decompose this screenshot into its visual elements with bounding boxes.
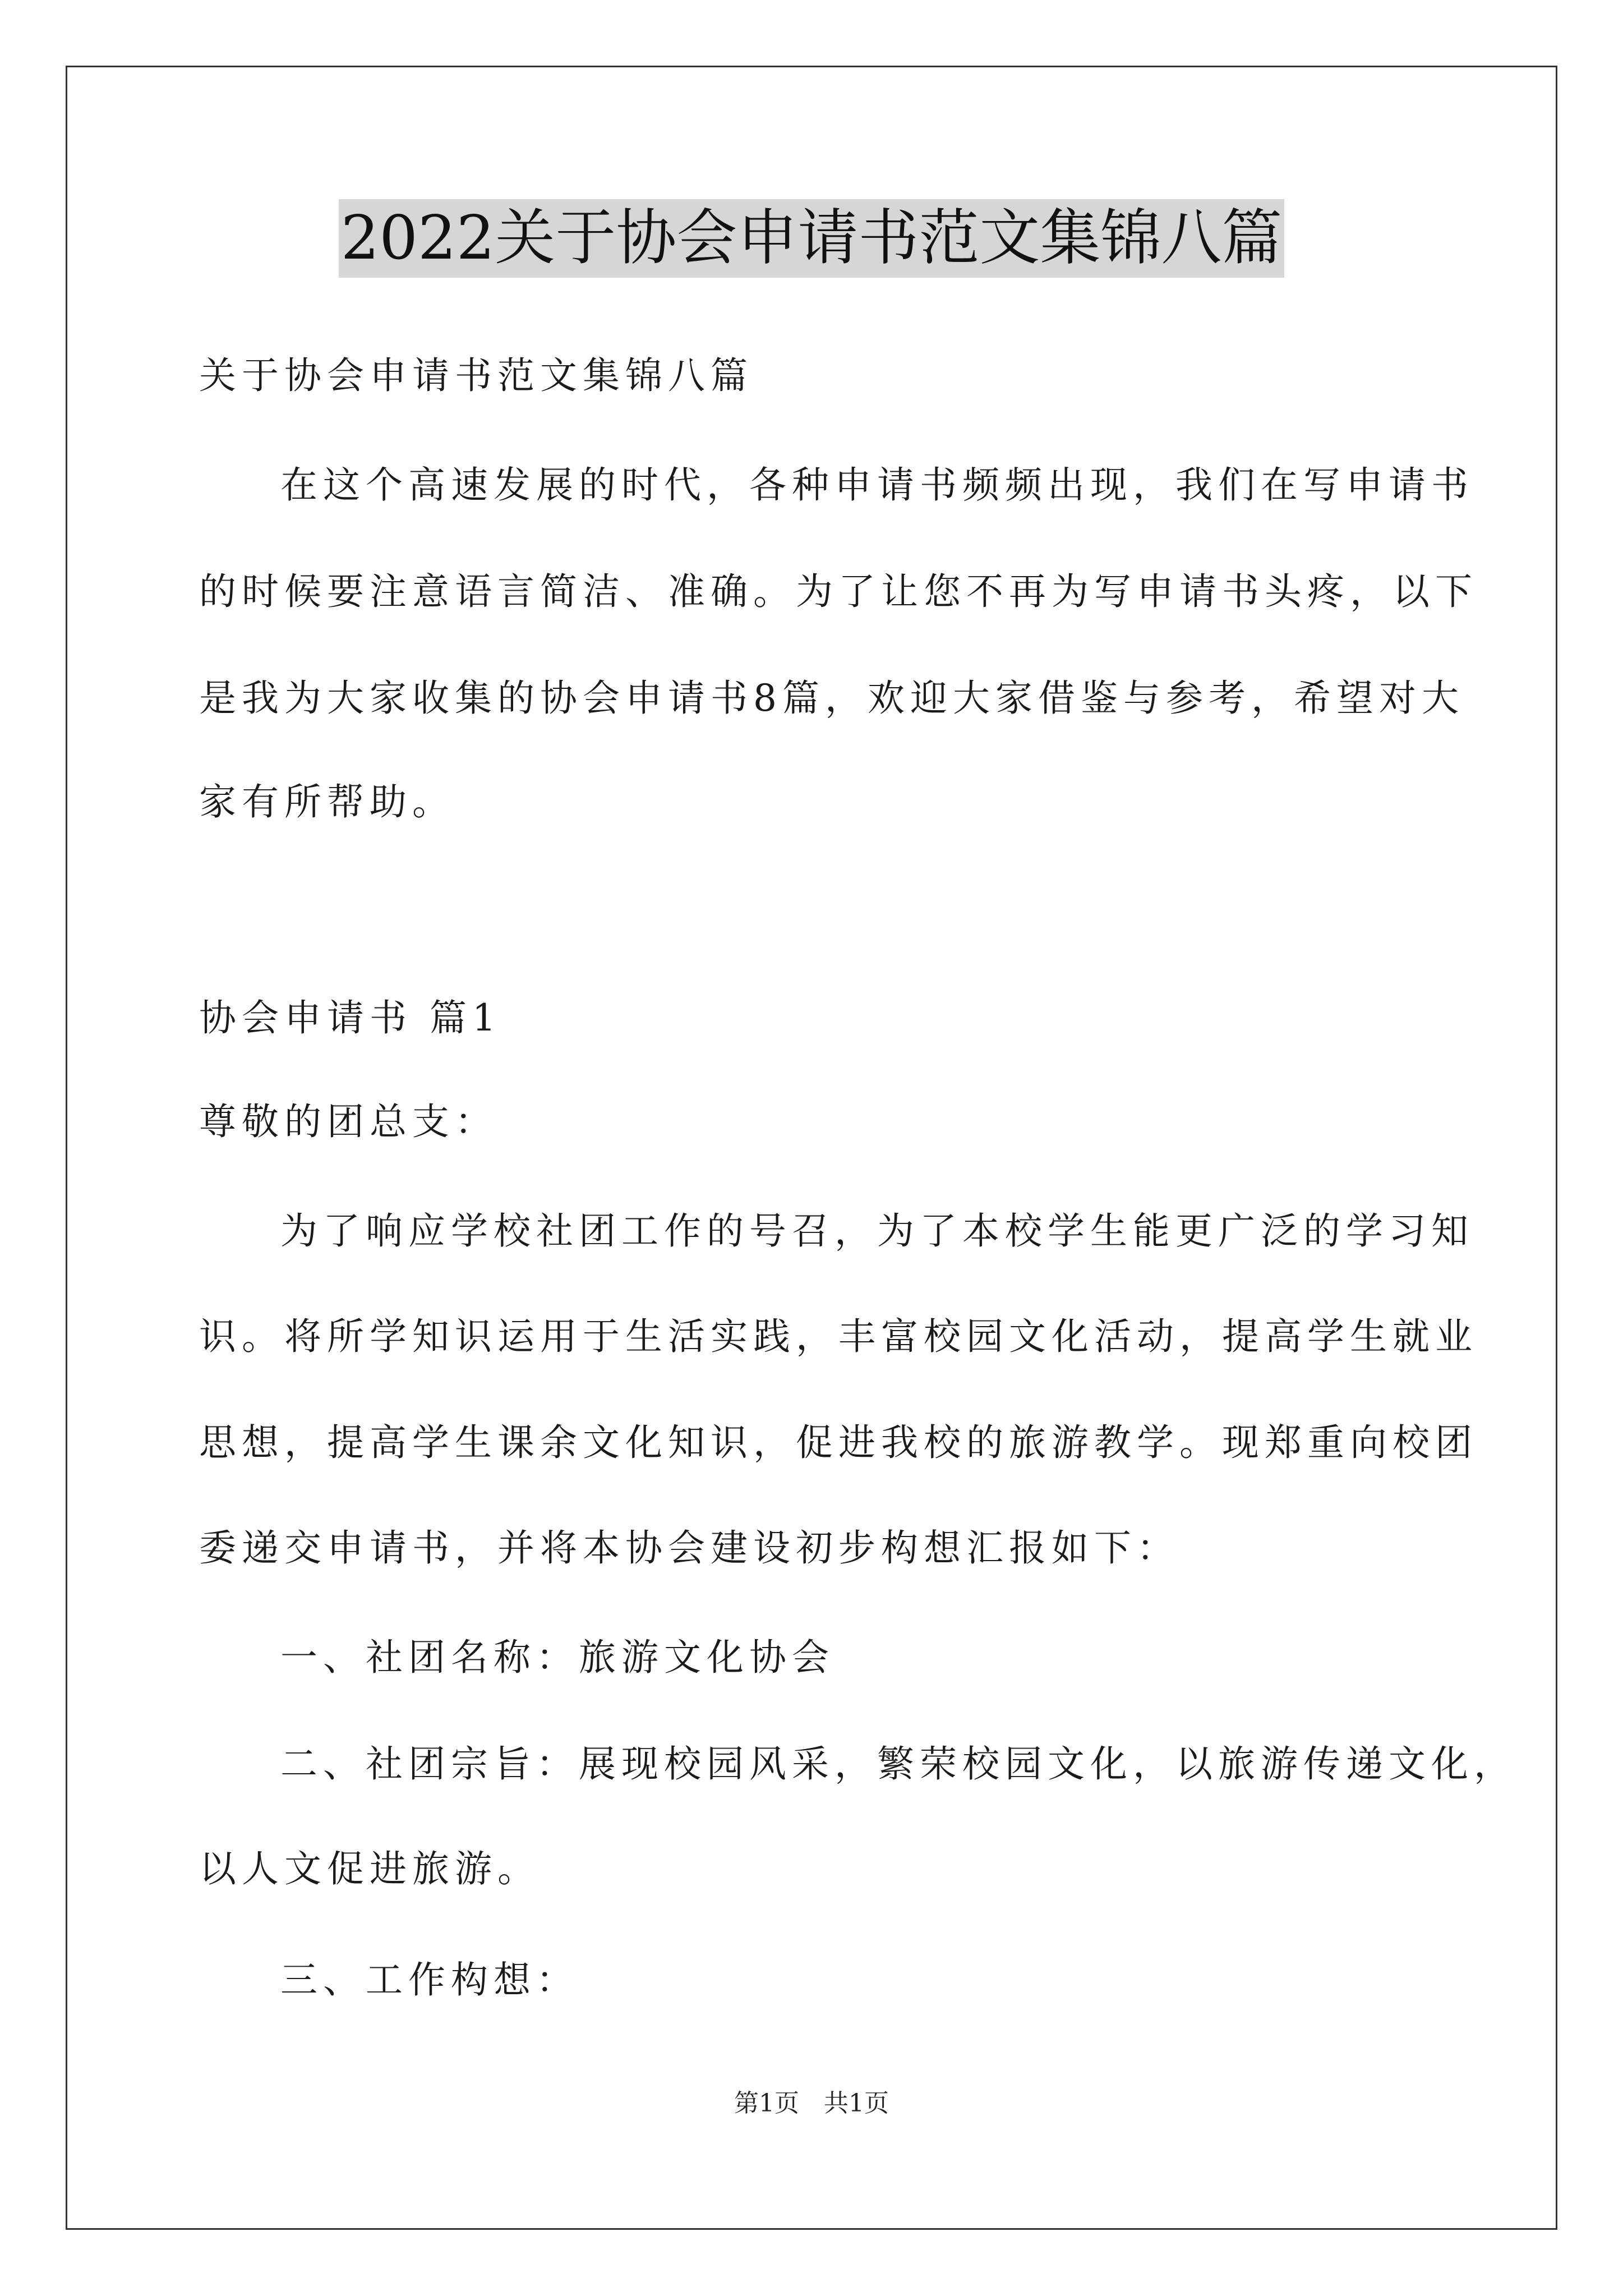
paragraph-line: 委递交申请书，并将本协会建设初步构想汇报如下： [199, 1526, 1179, 1570]
title-wrapper [0, 199, 1623, 278]
intro-line: 的时候要注意语言简洁、准确。为了让您不再为写申请书头疼，以下 [199, 570, 1478, 613]
paragraph-line: 思想，提高学生课余文化知识，促进我校的旅游教学。现郑重向校团 [199, 1421, 1478, 1464]
intro-line: 是我为大家收集的协会申请书8篇，欢迎大家借鉴与参考，希望对大 [199, 677, 1464, 720]
document-title: 2022关于协会申请书范文集锦八篇 [339, 199, 1285, 278]
paragraph-line: 识。将所学知识运用于生活实践，丰富校园文化活动，提高学生就业 [199, 1315, 1478, 1358]
list-item-continuation: 以人文促进旅游。 [199, 1847, 540, 1890]
salutation: 尊敬的团总支： [199, 1100, 497, 1143]
page-footer: 第1页 共1页 [734, 2089, 889, 2118]
document-subtitle: 关于协会申请书范文集锦八篇 [199, 354, 753, 397]
intro-line: 在这个高速发展的时代，各种申请书频频出现，我们在写申请书 [280, 463, 1474, 507]
list-item: 二、社团宗旨：展现校园风采，繁荣校园文化，以旅游传递文化， [280, 1742, 1516, 1786]
intro-line: 家有所帮助。 [199, 780, 455, 823]
paragraph-line: 为了响应学校社团工作的号召，为了本校学生能更广泛的学习知 [280, 1209, 1474, 1253]
list-item: 三、工作构想： [280, 1958, 579, 2001]
section-heading: 协会申请书 篇1 [199, 996, 501, 1039]
list-item: 一、社团名称：旅游文化协会 [280, 1636, 834, 1679]
